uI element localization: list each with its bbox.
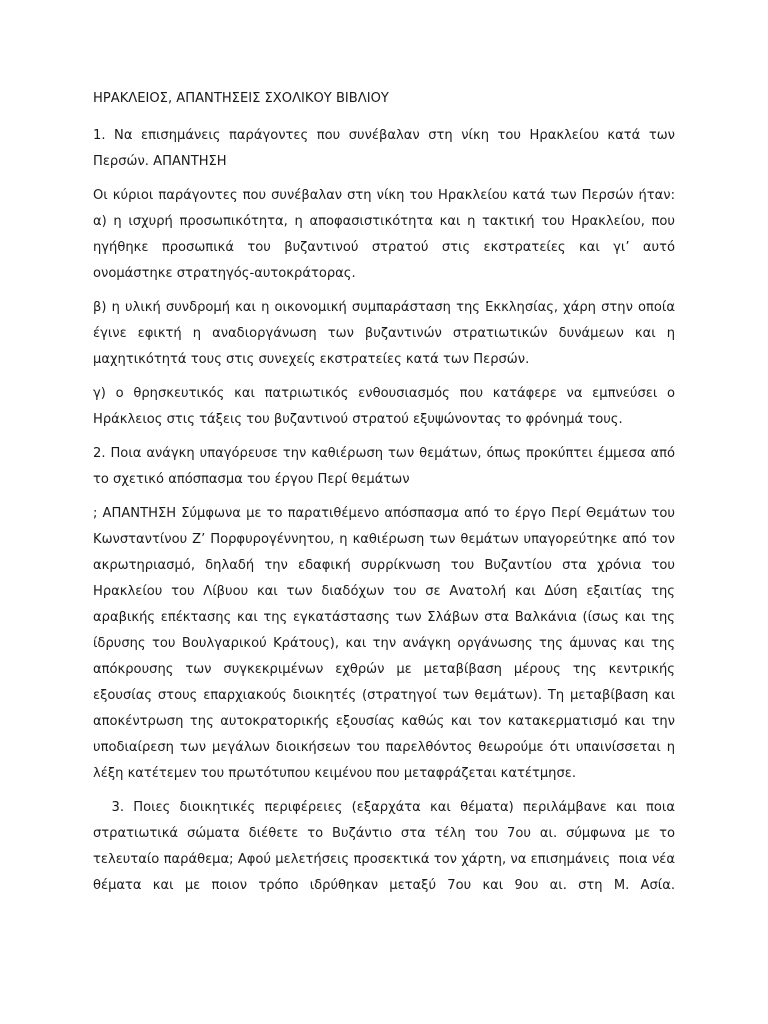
paragraph-question-1: 1. Να επισημάνεις παράγοντες που συνέβαλαν στη νίκη του Ηρακλείου κατά των Περσών. ΑΠΑΝΤΗΣΗ — [93, 128, 675, 169]
document-title: ΗΡΑΚΛΕΙΟΣ, ΑΠΑΝΤΗΣΕΙΣ ΣΧΟΛΙΚΟΥ ΒΙΒΛΙΟΥ — [93, 91, 389, 106]
paragraph-question-2: 2. Ποια ανάγκη υπαγόρευσε την καθιέρωση των θεμάτων, όπως προκύπτει έμμεσα από το σχετικό απόσπασμα του έργου Περί θεμάτων — [93, 446, 675, 487]
paragraph-answer-1-a: Οι κύριοι παράγοντες που συνέβαλαν στη νίκη του Ηρακλείου κατά των Περσών ήταν: α) η ισχυρή προσωπικότητα, η αποφασιστικότητα και η τακτική του Ηρακλείου, που ηγήθηκε προσωπικά του βυζαντινού στρατού στις εκστρατείες και γι’ αυτό ονομάστηκε στρατηγός-αυτοκράτορας. — [93, 188, 675, 281]
paragraph-answer-1-c: γ) ο θρησκευτικός και πατριωτικός ενθουσιασμός που κατάφερε να εμπνεύσει ο Ηράκλειος στις τάξεις του βυζαντινού στρατού εξυψώνοντας το φρόνημά τους. — [93, 386, 675, 427]
paragraph-answer-2: ; ΑΠΑΝΤΗΣΗ Σύμφωνα με το παρατιθέμενο απόσπασμα από το έργο Περί Θεμάτων του Κωνσταντίνου Ζ’ Πορφυρογέννητου, η καθιέρωση των θεμάτων υπαγορεύτηκε από τον ακρωτηριασμό, δηλαδή την εδαφική συρρίκνωση του Βυζαντίου στα χρόνια του Ηρακλείου του Λίβυου και των διαδόχων του σε Ανατολή και Δύση εξαιτίας της αραβικής επέκτασης και της εγκατάστασης των Σλάβων στα Βαλκάνια (ίσως και της ίδρυσης του Βουλγαρικού Κράτους), και την ανάγκη οργάνωσης της άμυνας και της απόκρουσης των συγκεκριμένων εχθρών με μεταβίβαση μέρους της κεντρικής εξουσίας στους επαρχιακούς διοικητές (στρατηγοί των θεμάτων). Τη μεταβίβαση και αποκέντρωση της αυτοκρατορικής εξουσίας καθώς και τον κατακερματισμό και την υποδιαίρεση των μεγάλων διοικήσεων του παρελθόντος θεωρούμε ότι υπαινίσσεται η λέξη κατέτεμεν του πρωτότυπου κειμένου που μεταφράζεται κατέτμησε. — [93, 506, 675, 781]
paragraph-question-3: 3. Ποιες διοικητικές περιφέρειες (εξαρχάτα και θέματα) περιλάμβανε και ποια στρατιωτικά σώματα διέθετε το Βυζάντιο στα τέλη του 7ου αι. σύμφωνα με το τελευταίο παράθεμα; Αφού μελετήσεις προσεκτικά τον χάρτη, να επισημάνεις ποια νέα θέματα και με ποιον τρόπο ιδρύθηκαν μεταξύ 7ου και 9ου αι. στη Μ. Ασία. — [93, 800, 680, 893]
paragraph-answer-1-b: β) η υλική συνδρομή και η οικονομική συμπαράσταση της Εκκλησίας, χάρη στην οποία έγινε εφικτή η αναδιοργάνωση των βυζαντινών στρατιωτικών δυνάμεων και η μαχητικότητά τους στις συνεχείς εκστρατείες κατά των Περσών. — [93, 300, 675, 367]
document-page — [93, 86, 680, 907]
